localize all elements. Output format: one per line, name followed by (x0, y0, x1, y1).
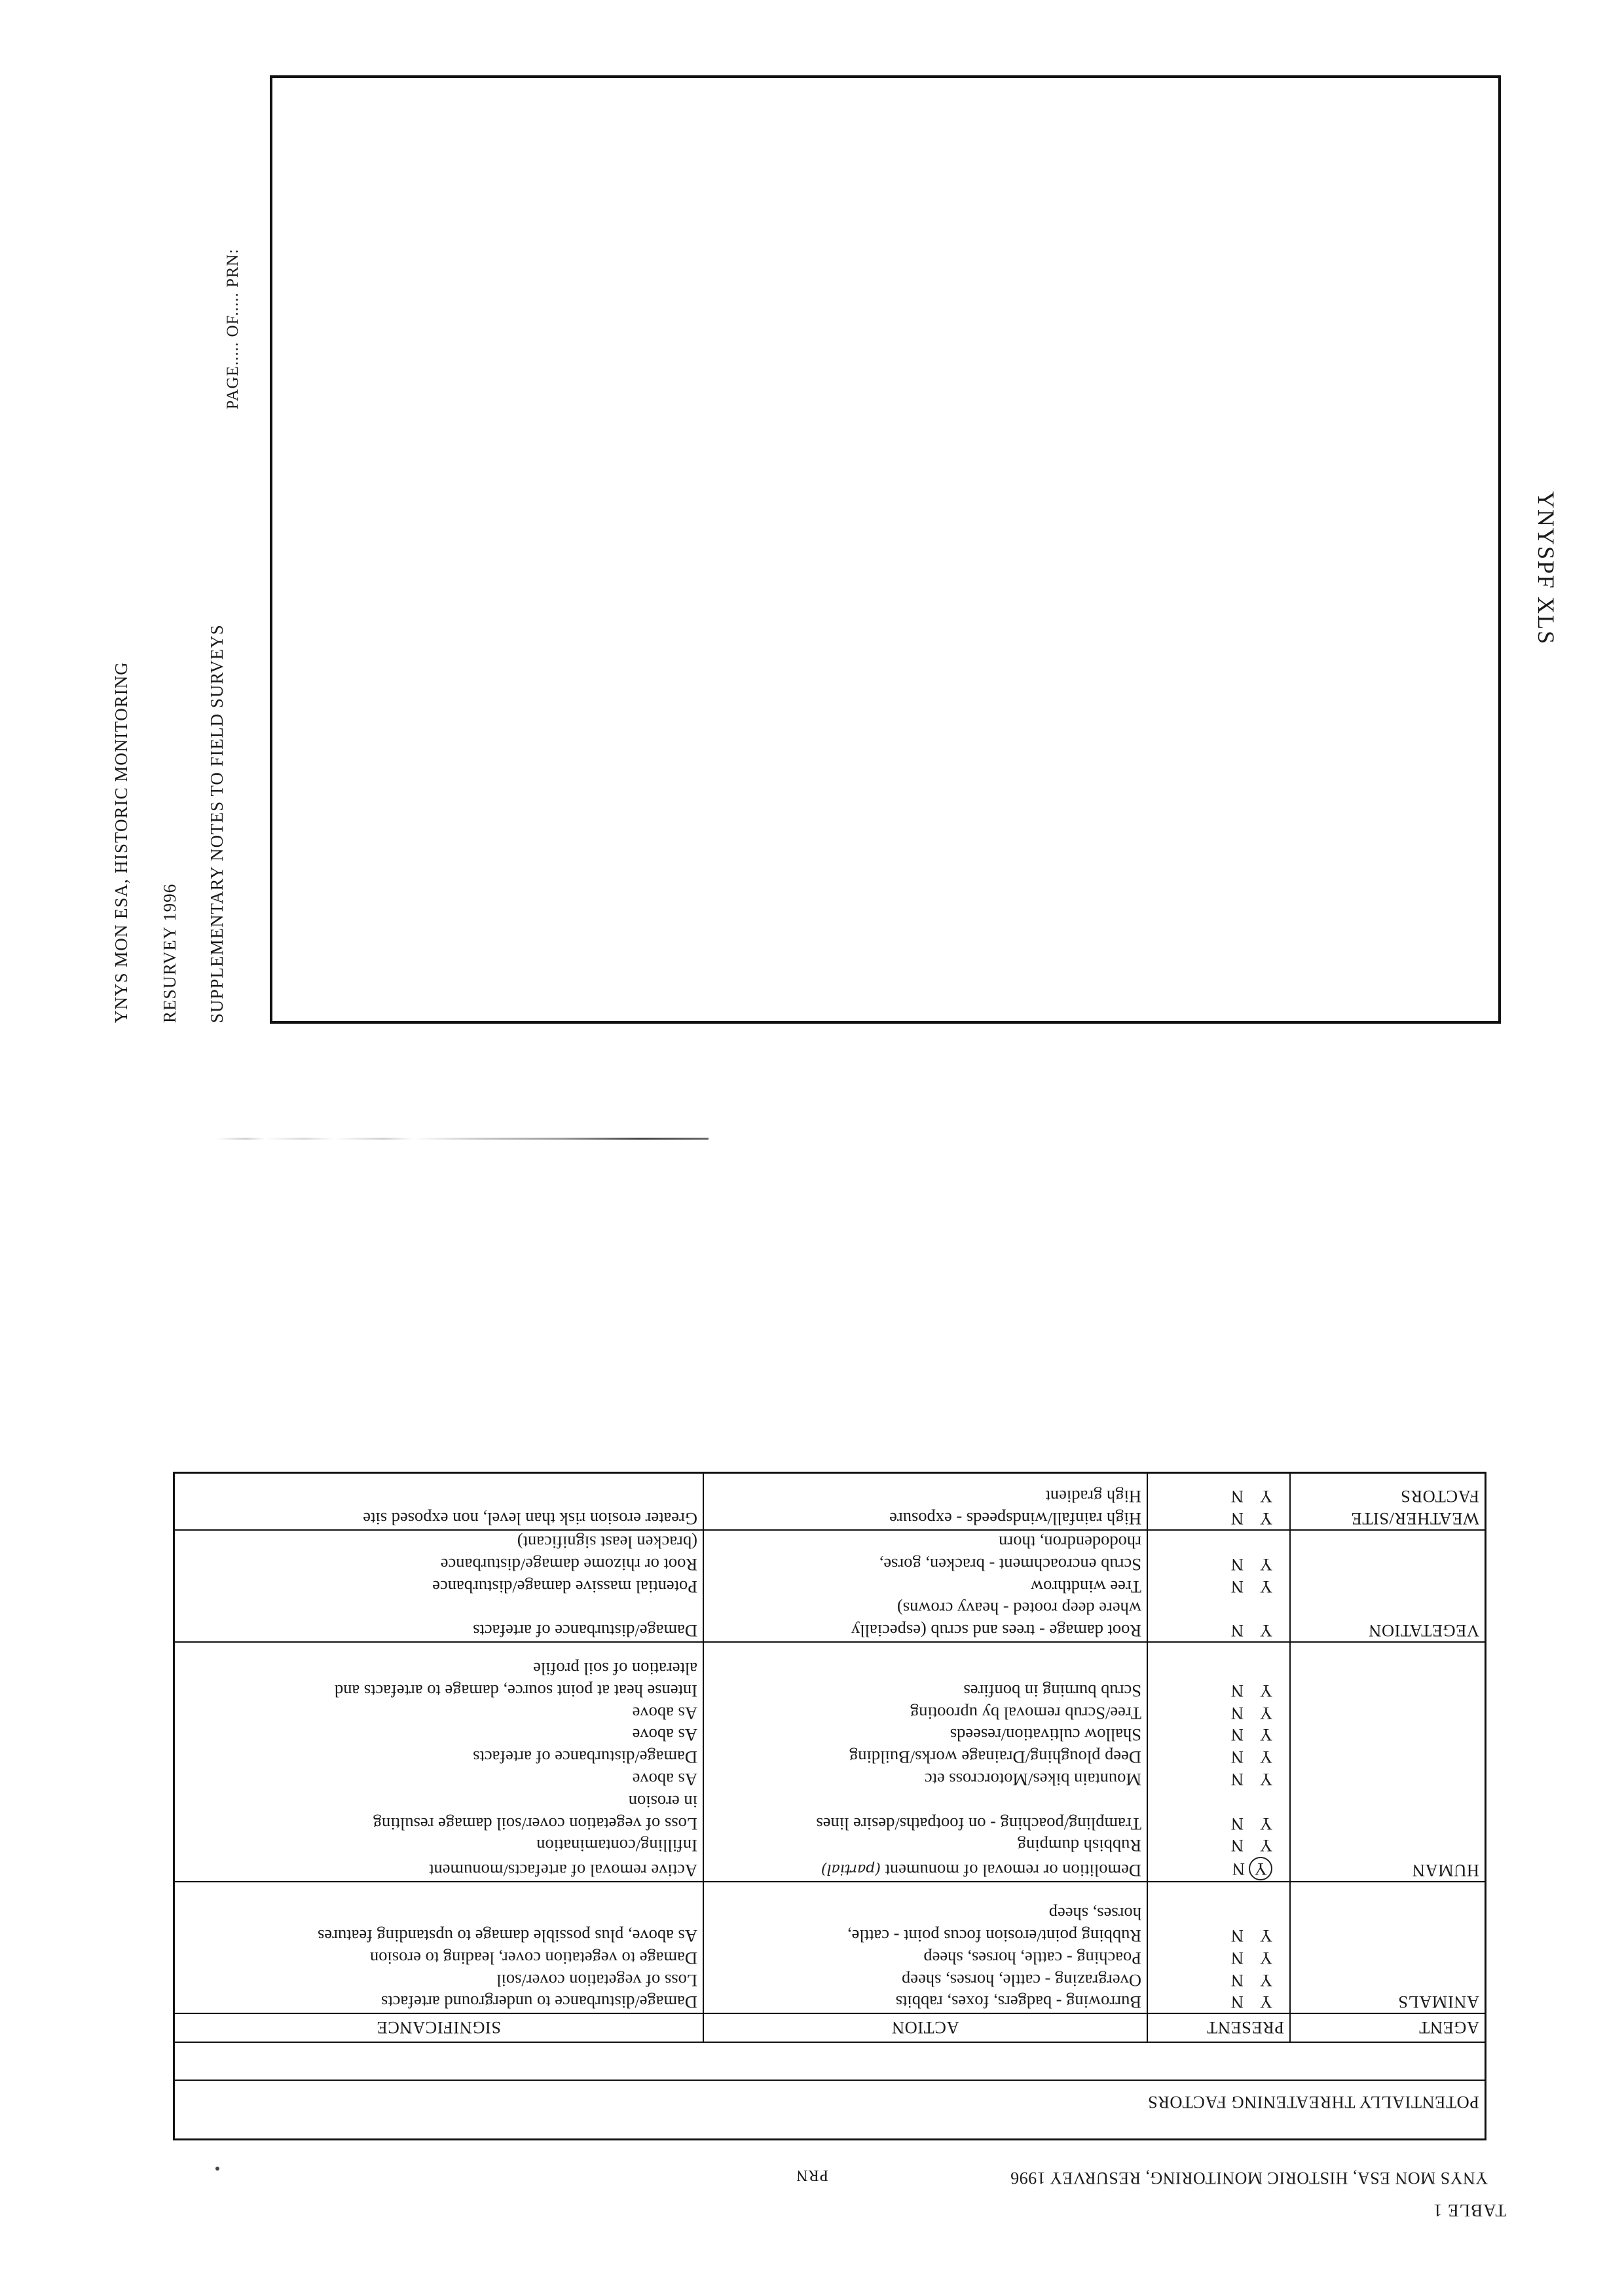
agent-animals: ANIMALS (1290, 1991, 1486, 2014)
agent-vegetation: VEGETATION (1290, 1619, 1486, 1642)
action-cell: Scrub encroachment - bracken, gorse, (703, 1553, 1147, 1575)
notes-box[interactable] (270, 75, 1501, 1024)
present-yn[interactable]: YN (1147, 1553, 1290, 1575)
action-cell: High gradient (703, 1485, 1147, 1508)
footer-prn: PRN (796, 2167, 828, 2184)
significance-cell: Root or rhizome damage/disturbance (440, 1554, 697, 1575)
action-cell: Root damage - trees and scrub (especially (703, 1619, 1147, 1642)
table-title: POTENTIALLY THREATENING FACTORS (174, 2080, 1486, 2139)
significance-cell: alteration of soil profile (533, 1659, 697, 1679)
significance-cell: Potential massive damage/disturbance (432, 1577, 697, 1597)
table-row (174, 1947, 1486, 1969)
action-cell: Demolition or removal of monument (partial) (703, 1856, 1147, 1882)
table-row (174, 1768, 1486, 1790)
significance-cell: Active removal of artefacts/monument (174, 1856, 704, 1882)
table-row (174, 1790, 1486, 1812)
agent-factors: FACTORS (1290, 1485, 1486, 1508)
action-cell: Rubbing point/erosion focus point - cattle, (703, 1924, 1147, 1947)
table-row (174, 1597, 1486, 1620)
table-row (174, 1619, 1486, 1642)
table-row-spacer (174, 1472, 1486, 1485)
significance-cell: As above (632, 1725, 697, 1745)
col-header-action: ACTION (703, 2013, 1147, 2042)
table-row (174, 1679, 1486, 1702)
action-cell: High rainfall/windspeeds - exposure (703, 1507, 1147, 1530)
significance-cell: Infilling/contamination (536, 1836, 697, 1856)
action-cell: where deep rooted - heavy crowns) (703, 1597, 1147, 1620)
action-cell: Overgrazing - cattle, horses, sheep (703, 1969, 1147, 1991)
action-cell: Shallow cultivation/reseeds (703, 1724, 1147, 1746)
threat-table (173, 1472, 1486, 2140)
table-row (174, 1856, 1486, 1882)
significance-cell: in erosion (628, 1791, 697, 1812)
table-row (174, 1969, 1486, 1991)
table-row (174, 1924, 1486, 1947)
present-yn[interactable]: YN (1147, 1485, 1290, 1508)
present-yn[interactable]: YN (1147, 1575, 1290, 1597)
table-blank-row (174, 2042, 1486, 2080)
handwritten-annotation: (partial) (821, 1861, 881, 1878)
present-yn[interactable]: YN (1147, 1745, 1290, 1768)
present-yn[interactable]: YN (1147, 1619, 1290, 1642)
action-cell: Tree/Scrub removal by uprooting (703, 1702, 1147, 1724)
significance-cell (174, 1485, 704, 1508)
action-cell (703, 1657, 1147, 1679)
table-row (174, 1902, 1486, 1924)
significance-cell: Intense heat at point source, damage to artefacts and (334, 1681, 697, 1701)
table-label: TABLE 1 (1432, 2201, 1506, 2220)
col-header-agent: AGENT (1290, 2013, 1486, 2042)
table-row (174, 1657, 1486, 1679)
present-yn[interactable]: YN (1147, 1724, 1290, 1746)
significance-cell (174, 1597, 704, 1620)
notes-header-resurvey: RESURVEY 1996 (160, 883, 179, 1023)
action-cell: Tree windthrow (703, 1575, 1147, 1597)
present-yn[interactable]: YN (1147, 1702, 1290, 1724)
significance-cell: Damage/disturbance of artefacts (473, 1747, 697, 1768)
circled-yes[interactable]: Y (1249, 1857, 1272, 1880)
agent-weather-site: WEATHER/SITE (1290, 1507, 1486, 1530)
action-cell: Burrowing - badgers, foxes, rabbits (703, 1991, 1147, 2014)
action-cell: Rubbish dumping (703, 1835, 1147, 1857)
col-header-significance: SIGNIFICANCE (174, 2013, 704, 2042)
significance-cell: As above, plus possible damage to upstanding features (318, 1926, 697, 1947)
notes-header-supplementary: SUPPLEMENTARY NOTES TO FIELD SURVEYS (207, 624, 227, 1023)
table-row (174, 1530, 1486, 1553)
present-yn[interactable]: YN (1147, 1947, 1290, 1969)
table-row (174, 1991, 1486, 2014)
notes-page-prn: PAGE..... OF..... PRN: (224, 248, 242, 409)
table-row (174, 1702, 1486, 1724)
notes-file-name: YNYSPF XLS (1533, 491, 1559, 646)
action-cell: rhododendron, thorn (703, 1530, 1147, 1553)
action-cell: Poaching - cattle, horses, sheep (703, 1947, 1147, 1969)
action-cell: horses, sheep (703, 1902, 1147, 1924)
present-yn[interactable]: YN (1147, 1969, 1290, 1991)
present-yn[interactable]: YN (1147, 1856, 1290, 1882)
significance-cell (174, 1902, 704, 1924)
present-yn[interactable]: YN (1147, 1924, 1290, 1947)
significance-cell: Loss of vegetation cover/soil (496, 1970, 697, 1990)
scan-artifact-line (216, 1138, 709, 1140)
action-cell (703, 1790, 1147, 1812)
significance-cell: As above (632, 1770, 697, 1790)
table-row (174, 1812, 1486, 1835)
present-yn[interactable]: YN (1147, 1507, 1290, 1530)
action-cell: Scrub burning in bonfires (703, 1679, 1147, 1702)
action-cell: Mountain bikes/Motorcross etc (703, 1768, 1147, 1790)
action-cell: Trampling/poaching - on footpaths/desire lines (703, 1812, 1147, 1835)
significance-cell: (bracken least significant) (517, 1533, 697, 1553)
threat-table-page (157, 1277, 1532, 2220)
agent-human: HUMAN (1290, 1856, 1486, 1882)
significance-cell: Greater erosion risk than level, non exposed site (174, 1507, 704, 1530)
present-yn[interactable]: YN (1147, 1768, 1290, 1790)
significance-cell: Damage/disturbance of artefacts (174, 1619, 704, 1642)
notes-header-title: YNYS MON ESA, HISTORIC MONITORING (111, 662, 131, 1023)
table-title-row (174, 2080, 1486, 2139)
present-yn[interactable]: YN (1147, 1679, 1290, 1702)
present-yn[interactable]: YN (1147, 1991, 1290, 2014)
present-yn[interactable]: YN (1147, 1835, 1290, 1857)
action-cell: Deep ploughing/Drainage works/Building (703, 1745, 1147, 1768)
table-row-spacer (174, 1882, 1486, 1902)
scan-dot (215, 2167, 219, 2171)
significance-cell: Loss of vegetation cover/soil damage resulting (373, 1814, 697, 1834)
table-row (174, 1485, 1486, 1508)
table-header-row (174, 2013, 1486, 2042)
table-row (174, 1724, 1486, 1746)
present-yn[interactable]: YN (1147, 1812, 1290, 1835)
table-row (174, 1835, 1486, 1857)
table-row (174, 1507, 1486, 1530)
table-row-spacer (174, 1642, 1486, 1657)
table-row (174, 1745, 1486, 1768)
significance-cell: Damage/disturbance to underground artefacts (174, 1991, 704, 2014)
table-row (174, 1575, 1486, 1597)
table-row (174, 1553, 1486, 1575)
col-header-present: PRESENT (1147, 2013, 1290, 2042)
significance-cell: Damage to vegetation cover, leading to erosion (369, 1948, 697, 1968)
significance-cell: As above (632, 1703, 697, 1723)
footer-title: YNYS MON ESA, HISTORIC MONITORING, RESURVEY 1996 (1010, 2169, 1488, 2188)
